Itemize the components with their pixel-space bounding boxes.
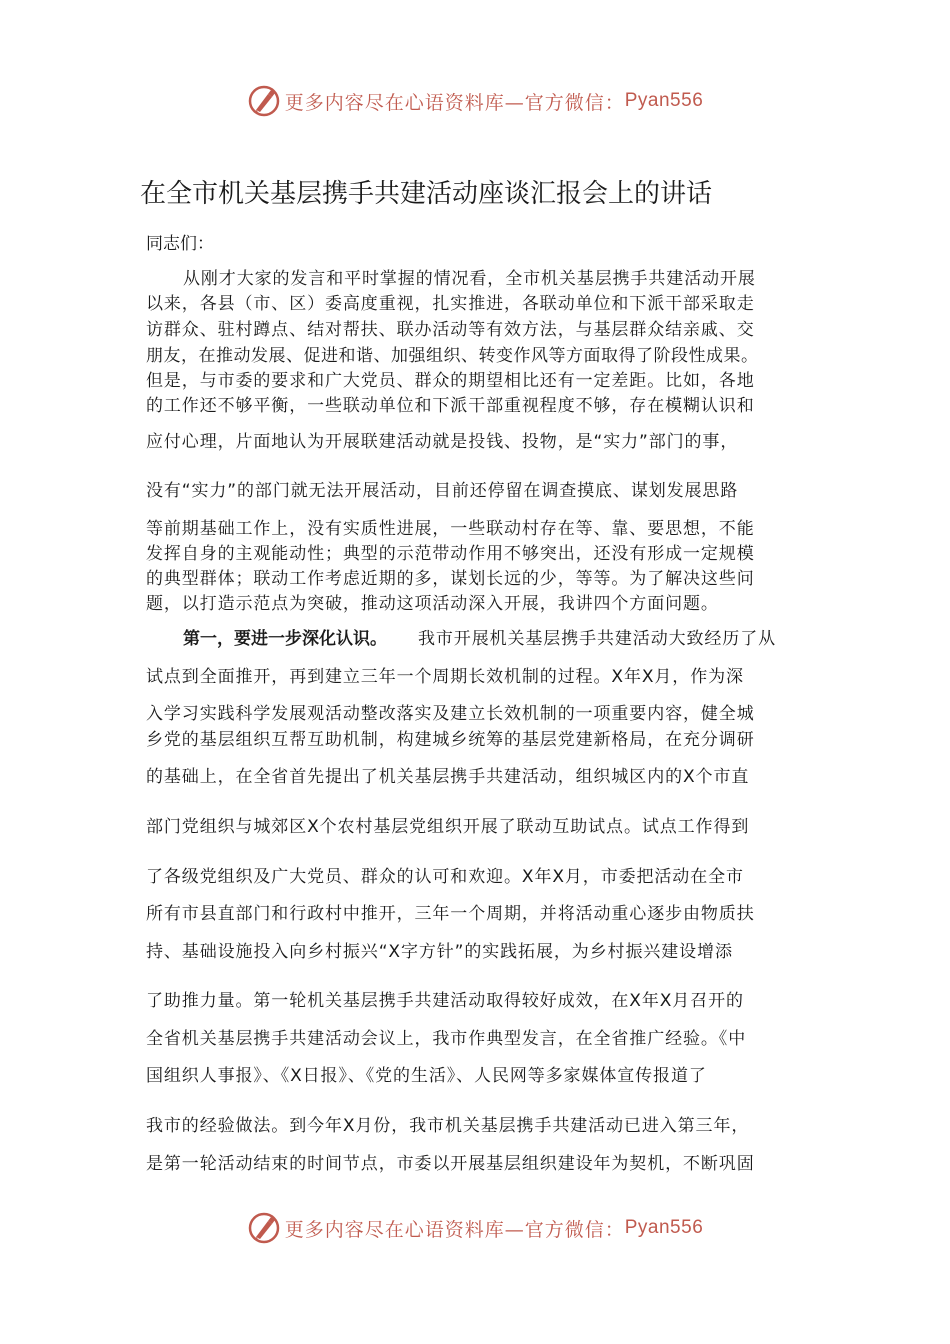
- paragraph-line: [0, 726, 950, 754]
- paragraph-line: [0, 265, 950, 293]
- paragraph-line: [0, 316, 950, 344]
- paragraph-line: [0, 515, 950, 543]
- paragraph-line: [0, 863, 950, 891]
- header-banner: [0, 79, 950, 123]
- line-text: 访群众、驻村蹲点、结对帮扶、联办活动等有效方法，与基层群众结亲戚、交: [146, 320, 755, 340]
- line-text: 部门党组织与城郊区X个农村基层党组织开展了联动互助试点。试点工作得到: [146, 817, 750, 837]
- line-text: 发挥自身的主观能动性；典型的示范带动作用不够突出，还没有形成一定规模: [146, 544, 755, 564]
- paragraph-line: [0, 900, 950, 928]
- paragraph-line: [0, 342, 950, 370]
- salutation-text: 同志们：: [146, 234, 214, 254]
- line-text: 入学习实践科学发展观活动整改落实及建立长效机制的一项重要内容，健全城: [146, 704, 755, 724]
- line-text: 的典型群体；联动工作考虑近期的多，谋划长远的少，等等。为了解决这些问: [146, 569, 755, 589]
- paragraph-line: [0, 1150, 950, 1178]
- document-title: 在全市机关基层携手共建活动座谈汇报会上的讲话: [140, 179, 713, 209]
- line-text: 是第一轮活动结束的时间节点，市委以开展基层组织建设年为契机，不断巩固: [146, 1154, 755, 1174]
- banner-wechat-handle: Pyan556: [624, 1217, 704, 1238]
- line-text: 所有市县直部门和行政村中推开，三年一个周期，并将活动重心逐步由物质扶: [146, 904, 755, 924]
- line-text: 朋友，在推动发展、促进和谐、加强组织、转变作风等方面取得了阶段性成果。: [146, 346, 759, 366]
- line-text: 国组织人事报》、《X日报》、《党的生活》、人民网等多家媒体宣传报道了: [146, 1066, 707, 1086]
- section-heading: 第一，要进一步深化认识。: [183, 629, 387, 649]
- paragraph-line: [0, 763, 950, 791]
- paragraph-line: [0, 813, 950, 841]
- paragraph-line: [0, 625, 950, 653]
- line-text: 乡党的基层组织互帮互助机制，构建城乡统筹的基层党建新格局，在充分调研: [146, 730, 755, 750]
- paragraph-line: [0, 428, 950, 456]
- paragraph-line: [0, 367, 950, 395]
- pen-nib-logo-icon: [247, 1211, 281, 1245]
- paragraph-line: [0, 700, 950, 728]
- line-text: 我市开展机关基层携手共建活动大致经历了从: [418, 629, 776, 649]
- line-text: 题，以打造示范点为突破，推动这项活动深入开展，我讲四个方面问题。: [146, 594, 719, 614]
- line-text: 我市的经验做法。到今年X月份，我市机关基层携手共建活动已进入第三年，: [146, 1116, 750, 1136]
- salutation: [0, 230, 950, 258]
- line-text: 了助推力量。第一轮机关基层携手共建活动取得较好成效，在X年X月召开的: [146, 991, 744, 1011]
- banner-text: 更多内容尽在心语资料库—官方微信：: [284, 91, 625, 114]
- line-text: 应付心理，片面地认为开展联建活动就是投钱、投物，是“实力”部门的事，: [146, 432, 739, 452]
- line-text: 的工作还不够平衡，一些联动单位和下派干部重视程度不够，存在模糊认识和: [146, 396, 755, 416]
- paragraph-line: [0, 938, 950, 966]
- banner-text: 更多内容尽在心语资料库—官方微信：: [284, 1218, 625, 1241]
- line-text: 的基础上，在全省首先提出了机关基层携手共建活动，组织城区内的X个市直: [146, 767, 750, 787]
- paragraph-line: [0, 1112, 950, 1140]
- footer-banner: [0, 1206, 950, 1250]
- line-text: 但是，与市委的要求和广大党员、群众的期望相比还有一定差距。比如，各地: [146, 371, 755, 391]
- line-text: 试点到全面推开，再到建立三年一个周期长效机制的过程。X年X月，作为深: [146, 667, 744, 687]
- line-text: 以来，各县（市、区）委高度重视，扎实推进，各联动单位和下派干部采取走: [146, 294, 755, 314]
- paragraph-line: [0, 1025, 950, 1053]
- paragraph-line: [0, 565, 950, 593]
- paragraph-line: [0, 477, 950, 505]
- paragraph-line: [0, 1062, 950, 1090]
- line-text: 没有“实力”的部门就无法开展活动，目前还停留在调查摸底、谋划发展思路: [146, 481, 739, 501]
- line-text: 了各级党组织及广大党员、群众的认可和欢迎。X年X月，市委把活动在全市: [146, 867, 744, 887]
- paragraph-line: [0, 290, 950, 318]
- paragraph-line: [0, 590, 950, 618]
- paragraph-line: [0, 663, 950, 691]
- banner-wechat-handle: Pyan556: [624, 90, 704, 111]
- paragraph-line: [0, 987, 950, 1015]
- pen-nib-logo-icon: [247, 84, 281, 118]
- paragraph-line: [0, 540, 950, 568]
- line-text: 全省机关基层携手共建活动会议上，我市作典型发言，在全省推广经验。《中: [146, 1029, 747, 1049]
- line-text: 等前期基础工作上，没有实质性进展，一些联动村存在等、靠、要思想，不能: [146, 519, 755, 539]
- line-text: 从刚才大家的发言和平时掌握的情况看，全市机关基层携手共建活动开展: [183, 269, 756, 289]
- line-text: 持、基础设施投入向乡村振兴“X字方针”的实践拓展，为乡村振兴建设增添: [146, 942, 733, 962]
- paragraph-line: [0, 392, 950, 420]
